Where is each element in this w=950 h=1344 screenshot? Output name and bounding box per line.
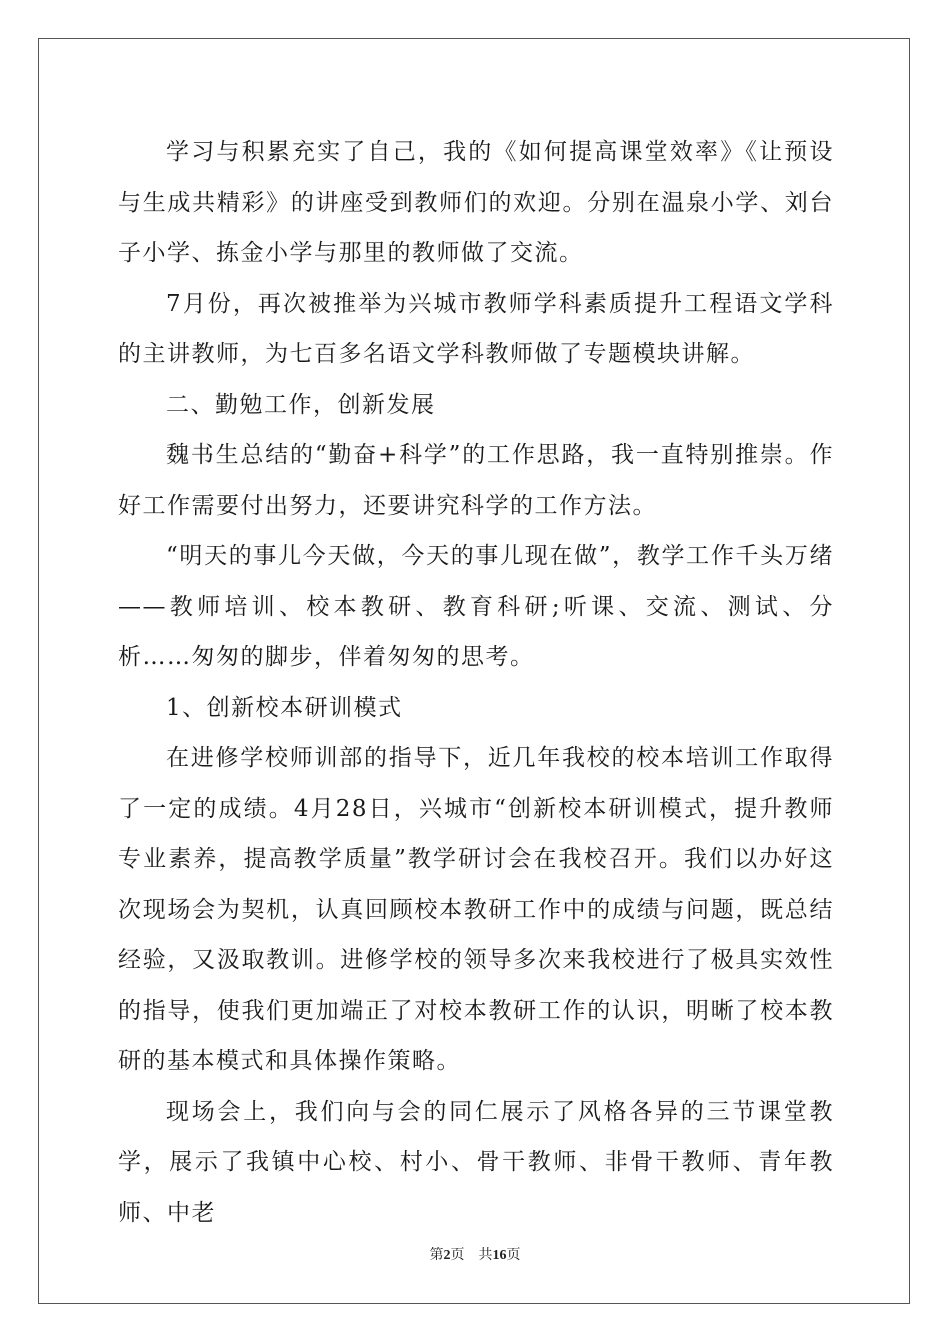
total-suffix: 页	[506, 1248, 521, 1263]
paragraph-1: 学习与积累充实了自己，我的《如何提高课堂效率》《让预设与生成共精彩》的讲座受到教师们的欢迎。分别在温泉小学、刘台子小学、拣金小学与那里的教师做了交流。	[118, 139, 834, 266]
subsection-heading-1: 1、创新校本研训模式	[166, 694, 403, 721]
page-footer	[0, 1244, 950, 1264]
paragraph-3: 魏书生总结的“勤奋+科学”的工作思路，我一直特别推崇。作好工作需要付出努力，还要讲究科学的工作方法。	[118, 442, 834, 519]
paragraph-6: 现场会上，我们向与会的同仁展示了风格各异的三节课堂教学，展示了我镇中心校、村小、骨干教师、非骨干教师、青年教师、中老	[118, 1098, 834, 1226]
page-prefix: 第	[429, 1248, 444, 1263]
section-heading-2: 二、勤勉工作，创新发展	[166, 391, 436, 418]
document-body	[118, 127, 834, 1238]
paragraph-2: 7月份，再次被推举为兴城市教师学科素质提升工程语文学科的主讲教师，为七百多名语文学科教师做了专题模块讲解。	[118, 290, 834, 367]
page-number: 2	[443, 1248, 451, 1263]
paragraph-4: “明天的事儿今天做，今天的事儿现在做”，教学工作千头万绪——教师培训、校本教研、教育科研;听课、交流、测试、分析……匆匆的脚步，伴着匆匆的思考。	[118, 543, 834, 670]
paragraph-5: 在进修学校师训部的指导下，近几年我校的校本培训工作取得了一定的成绩。4月28日，兴城市“创新校本研训模式，提升教师专业素养，提高教学质量”教学研讨会在我校召开。我们以办好这次现场会为契机，认真回顾校本教研工作中的成绩与问题，既总结经验，又汲取教训。进修学校的领导多次来我校进行了极具实效性的指导，使我们更加端正了对校本教研工作的认识，明晰了校本教研的基本模式和具体操作策略。	[118, 745, 834, 1074]
total-pages: 16	[492, 1248, 507, 1263]
total-prefix: 共	[478, 1248, 493, 1263]
page-suffix: 页	[450, 1248, 465, 1263]
